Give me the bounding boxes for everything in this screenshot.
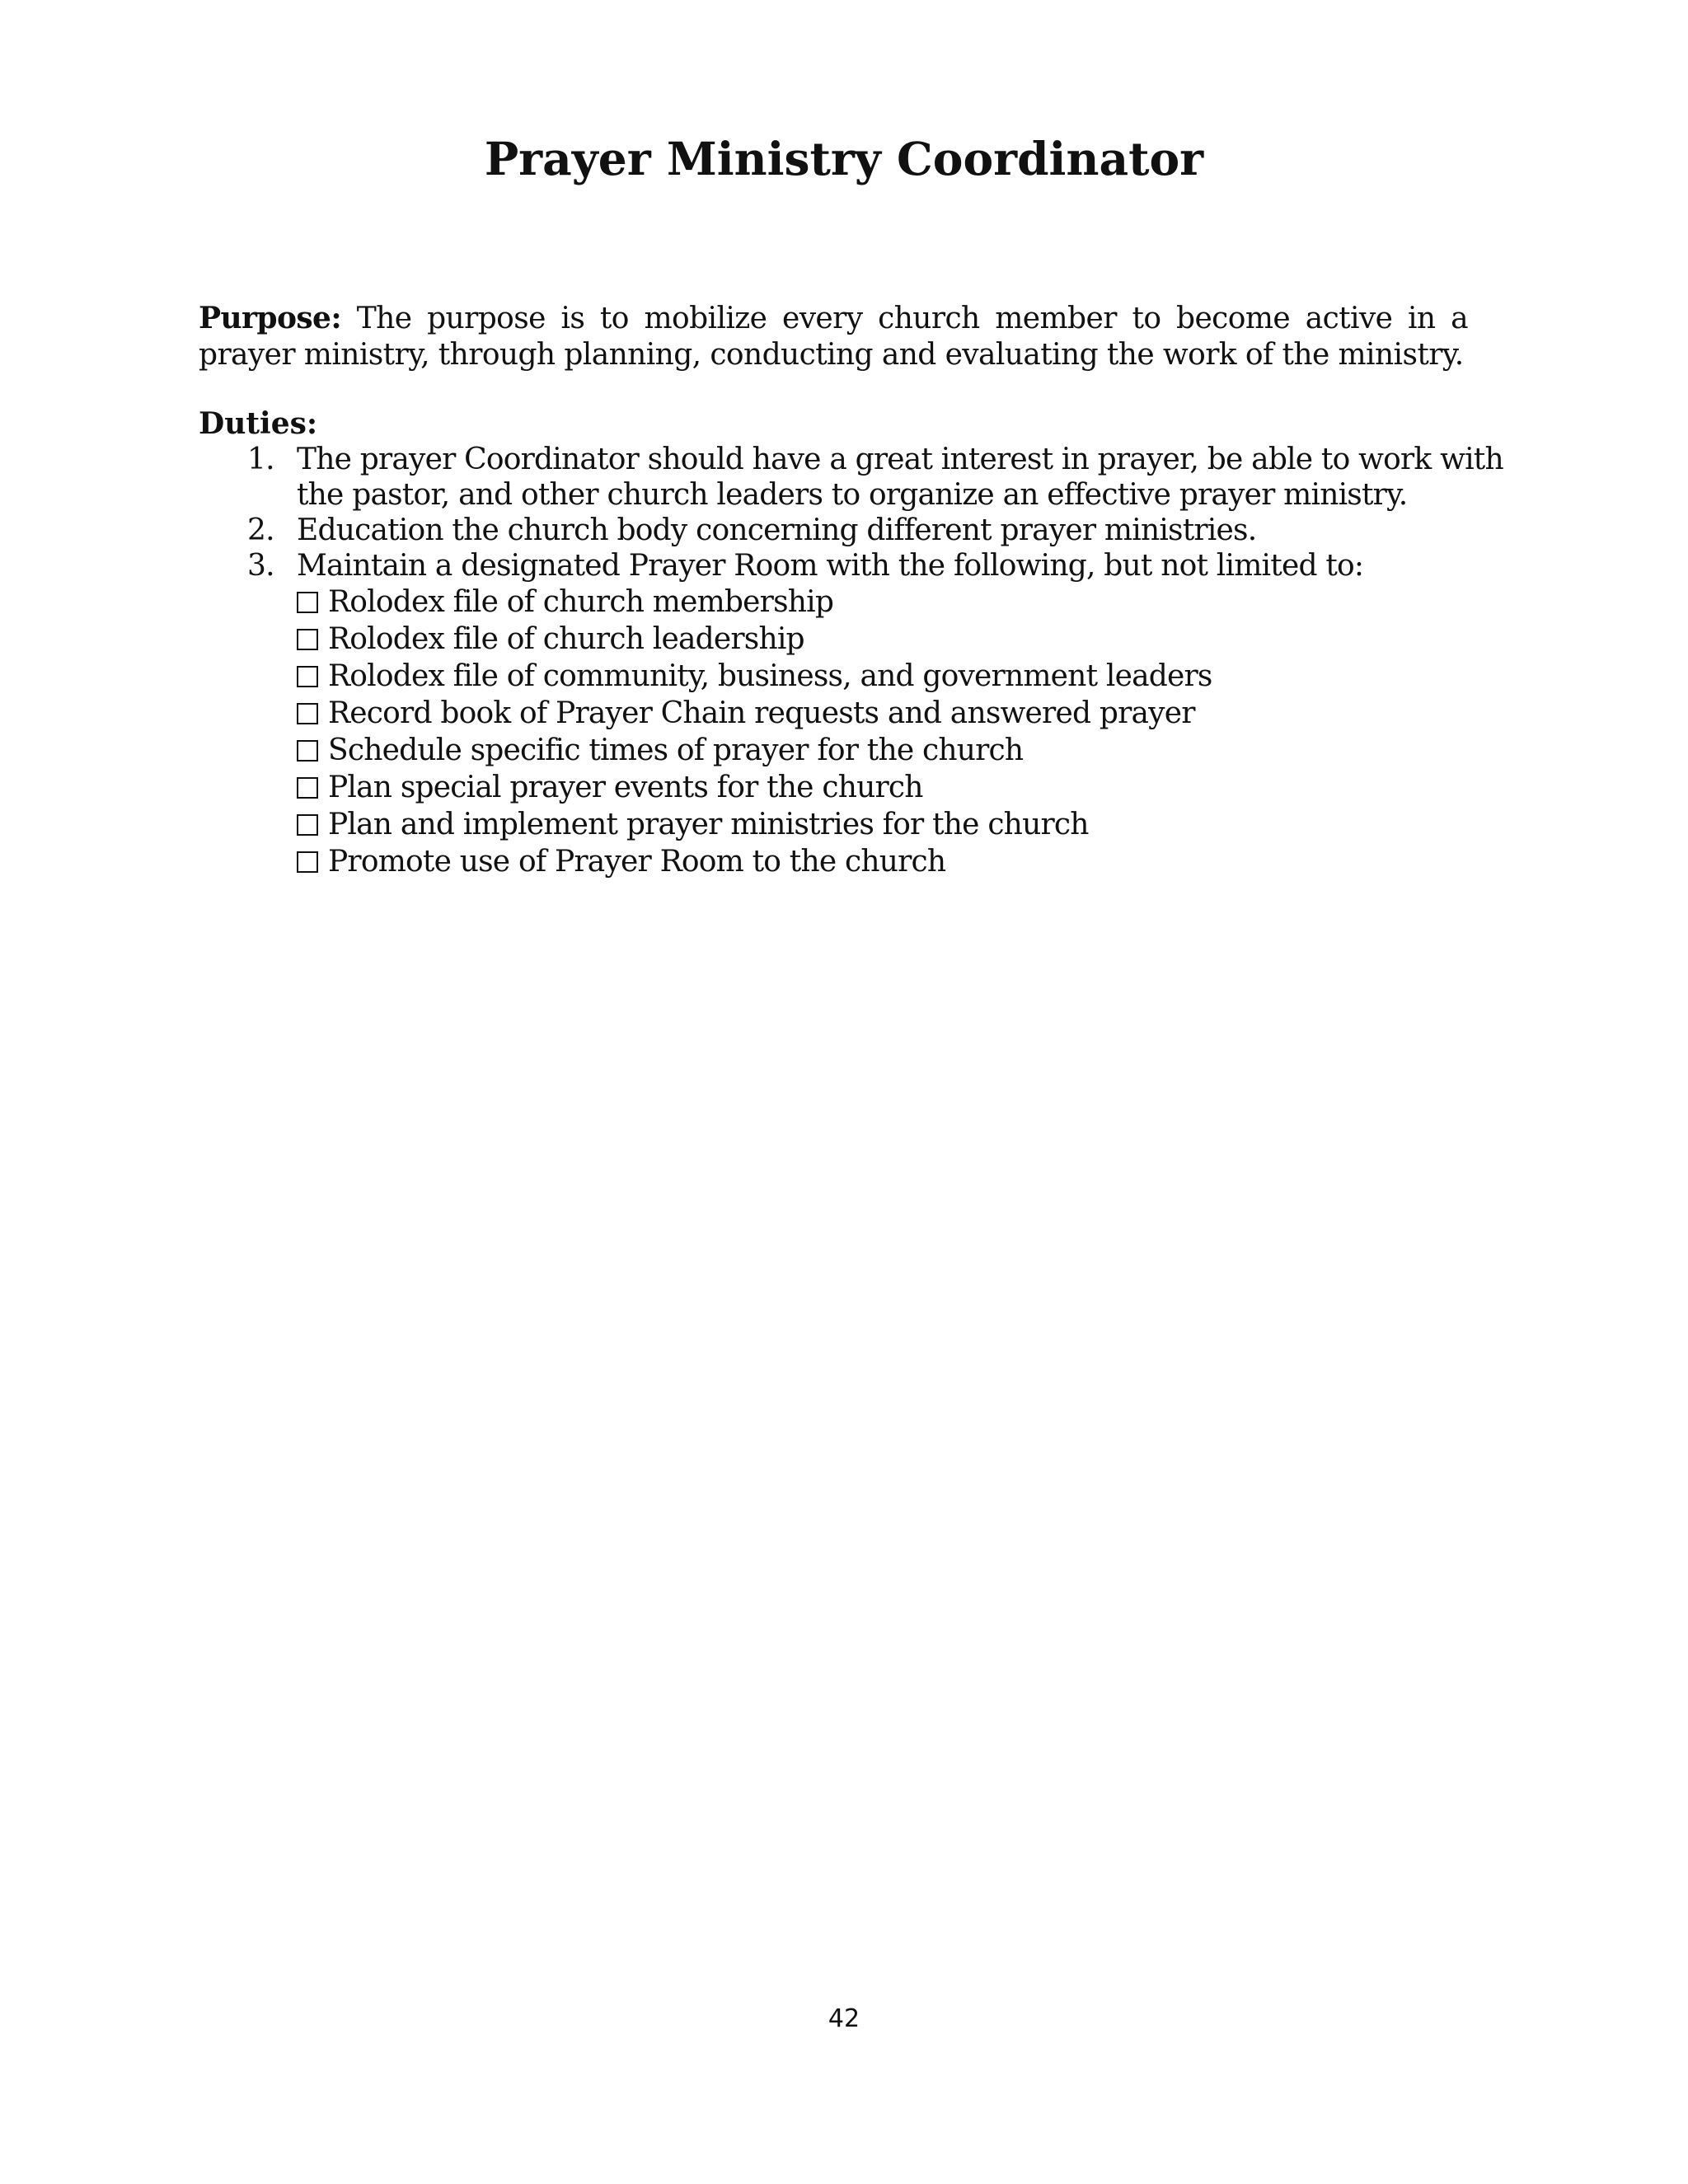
checklist-item-label: Rolodex file of church leadership xyxy=(328,622,804,656)
duty-text: Maintain a designated Prayer Room with the following, but not limited to: xyxy=(297,549,1364,583)
duty-text: Education the church body concerning different prayer ministries. xyxy=(297,513,1257,547)
duty-item xyxy=(199,513,1517,548)
duty-number: 2. xyxy=(247,513,274,547)
checklist-item xyxy=(297,583,1517,621)
checkbox-icon xyxy=(297,851,318,873)
checkbox-icon xyxy=(297,777,318,799)
checklist-item-label: Schedule specific times of prayer for the church xyxy=(328,733,1024,767)
page-title: Prayer Ministry Coordinator xyxy=(484,132,1204,185)
duty-number: 1. xyxy=(247,443,274,476)
duty-item xyxy=(199,442,1517,513)
checklist-item xyxy=(297,658,1517,695)
checklist-item xyxy=(297,769,1517,806)
duties-heading: Duties: xyxy=(199,406,318,441)
page-number: 42 xyxy=(828,2004,860,2033)
checklist-item xyxy=(297,621,1517,658)
duty-item xyxy=(199,548,1517,880)
checklist-item-label: Plan special prayer events for the church xyxy=(328,771,923,804)
checklist-item-label: Rolodex file of church membership xyxy=(328,585,834,619)
checkbox-icon xyxy=(297,592,318,613)
prayer-room-checklist xyxy=(297,583,1517,880)
checklist-item xyxy=(297,806,1517,843)
checklist-item-label: Rolodex file of community, business, and government leaders xyxy=(328,659,1212,693)
checklist-item xyxy=(297,843,1517,880)
checkbox-icon xyxy=(297,629,318,650)
purpose-label: Purpose: xyxy=(199,301,342,335)
duty-text: The prayer Coordinator should have a great interest in prayer, be able to work with the pastor, and other church leaders to organize an effective prayer ministry. xyxy=(297,443,1503,512)
checklist-item xyxy=(297,732,1517,769)
checkbox-icon xyxy=(297,666,318,687)
checkbox-icon xyxy=(297,703,318,724)
checklist-item-label: Plan and implement prayer ministries for the church xyxy=(328,808,1089,841)
checkbox-icon xyxy=(297,814,318,836)
purpose-paragraph xyxy=(199,300,1468,373)
duty-number: 3. xyxy=(247,549,274,583)
checkbox-icon xyxy=(297,740,318,762)
checklist-item-label: Promote use of Prayer Room to the church xyxy=(328,845,946,879)
duties-list xyxy=(199,442,1517,880)
purpose-text: The purpose is to mobilize every church member to become active in a prayer ministry, through planning, conducting and evaluating the work of the ministry. xyxy=(199,302,1469,372)
checklist-item xyxy=(297,695,1517,732)
checklist-item-label: Record book of Prayer Chain requests and answered prayer xyxy=(328,696,1195,730)
